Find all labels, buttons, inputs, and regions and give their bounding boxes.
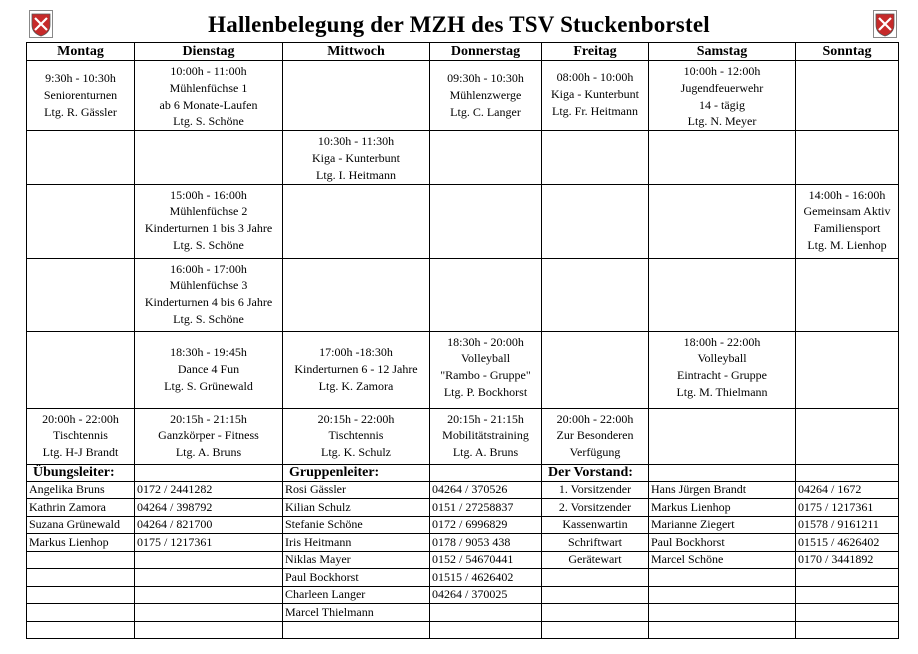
- schedule-cell: 09:30h - 10:30h Mühlenzwerge Ltg. C. Langer: [430, 61, 542, 131]
- ubungsleiter-name: Suzana Grünewald: [27, 516, 135, 534]
- schedule-row: [27, 408, 899, 464]
- contacts-cell-empty: [27, 569, 135, 587]
- contacts-cell-empty: [796, 604, 899, 622]
- vorstand-phone: 0175 / 1217361: [796, 499, 899, 517]
- contacts-cell-empty: [135, 586, 283, 604]
- schedule-cell-empty: [283, 61, 430, 131]
- gruppenleiter-name: Niklas Mayer: [283, 551, 430, 569]
- contacts-cell-empty: [649, 621, 796, 639]
- schedule-cell-empty: [283, 184, 430, 258]
- day-header-donnerstag: Donnerstag: [430, 43, 542, 61]
- vorstand-heading: Der Vorstand:: [542, 464, 649, 481]
- gruppenleiter-name: Kilian Schulz: [283, 499, 430, 517]
- contact-row: [27, 621, 899, 639]
- schedule-cell-empty: [430, 258, 542, 331]
- ubungsleiter-name: Markus Lienhop: [27, 534, 135, 552]
- schedule-row: [27, 61, 899, 131]
- schedule-cell: 08:00h - 10:00h Kiga - Kunterbunt Ltg. Fr. Heitmann: [542, 61, 649, 131]
- vorstand-phone: 0170 / 3441892: [796, 551, 899, 569]
- schedule-cell-empty: [430, 184, 542, 258]
- contacts-cell-empty: [542, 604, 649, 622]
- contact-row: [27, 481, 899, 499]
- schedule-cell-empty: [649, 184, 796, 258]
- schedule-table: [26, 42, 899, 639]
- vorstand-name: Marianne Ziegert: [649, 516, 796, 534]
- schedule-cell: 10:30h - 11:30h Kiga - Kunterbunt Ltg. I. Heitmann: [283, 131, 430, 184]
- schedule-cell: 18:30h - 20:00h Volleyball "Rambo - Gruppe" Ltg. P. Bockhorst: [430, 331, 542, 408]
- vorstand-phone: 01515 / 4626402: [796, 534, 899, 552]
- vorstand-name: Marcel Schöne: [649, 551, 796, 569]
- schedule-row: [27, 331, 899, 408]
- day-header-mittwoch: Mittwoch: [283, 43, 430, 61]
- gruppenleiter-phone: 04264 / 370025: [430, 586, 542, 604]
- schedule-cell: 10:00h - 11:00h Mühlenfüchse 1 ab 6 Monate-Laufen Ltg. S. Schöne: [135, 61, 283, 131]
- contacts-cell-empty: [27, 586, 135, 604]
- contacts-cell-empty: [135, 551, 283, 569]
- contact-row: [27, 516, 899, 534]
- schedule-cell: 14:00h - 16:00h Gemeinsam Aktiv Familiensport Ltg. M. Lienhop: [796, 184, 899, 258]
- schedule-cell-empty: [542, 331, 649, 408]
- schedule-cell-empty: [27, 258, 135, 331]
- schedule-cell: 18:30h - 19:45h Dance 4 Fun Ltg. S. Grünewald: [135, 331, 283, 408]
- vorstand-name: Markus Lienhop: [649, 499, 796, 517]
- contacts-cell-empty: [135, 464, 283, 481]
- ubungsleiter-heading: Übungsleiter:: [27, 464, 135, 481]
- contacts-cell-empty: [649, 464, 796, 481]
- contacts-cell-empty: [542, 621, 649, 639]
- gruppenleiter-name: Iris Heitmann: [283, 534, 430, 552]
- schedule-cell-empty: [27, 131, 135, 184]
- contact-row: [27, 586, 899, 604]
- schedule-cell: 20:00h - 22:00h Tischtennis Ltg. H-J Brandt: [27, 408, 135, 464]
- vorstand-phone: 01578 / 9161211: [796, 516, 899, 534]
- day-header-samstag: Samstag: [649, 43, 796, 61]
- schedule-cell-empty: [135, 131, 283, 184]
- gruppenleiter-name: Stefanie Schöne: [283, 516, 430, 534]
- schedule-cell-empty: [796, 331, 899, 408]
- schedule-cell-empty: [649, 131, 796, 184]
- ubungsleiter-name: Kathrin Zamora: [27, 499, 135, 517]
- vorstand-role: Schriftwart: [542, 534, 649, 552]
- vorstand-role: Kassenwartin: [542, 516, 649, 534]
- vorstand-role: 2. Vorsitzender: [542, 499, 649, 517]
- contacts-cell-empty: [135, 604, 283, 622]
- day-header-dienstag: Dienstag: [135, 43, 283, 61]
- contacts-cell-empty: [649, 604, 796, 622]
- day-header-montag: Montag: [27, 43, 135, 61]
- contact-row: [27, 604, 899, 622]
- contacts-cell-empty: [542, 569, 649, 587]
- schedule-cell-empty: [796, 258, 899, 331]
- vorstand-role: Gerätewart: [542, 551, 649, 569]
- contacts-cell-empty: [27, 551, 135, 569]
- schedule-cell-empty: [542, 258, 649, 331]
- vorstand-role: 1. Vorsitzender: [542, 481, 649, 499]
- schedule-cell: 20:15h - 21:15h Mobilitätstraining Ltg. A. Bruns: [430, 408, 542, 464]
- gruppenleiter-phone: 04264 / 370526: [430, 481, 542, 499]
- schedule-cell-empty: [796, 61, 899, 131]
- contacts-cell-empty: [796, 569, 899, 587]
- contacts-cell-empty: [27, 621, 135, 639]
- contact-row: [27, 569, 899, 587]
- day-header-sonntag: Sonntag: [796, 43, 899, 61]
- contacts-cell-empty: [135, 569, 283, 587]
- day-header-freitag: Freitag: [542, 43, 649, 61]
- schedule-cell: 15:00h - 16:00h Mühlenfüchse 2 Kinderturnen 1 bis 3 Jahre Ltg. S. Schöne: [135, 184, 283, 258]
- gruppenleiter-name: Marcel Thielmann: [283, 604, 430, 622]
- schedule-cell-empty: [27, 331, 135, 408]
- contacts-cell-empty: [27, 604, 135, 622]
- gruppenleiter-name: Charleen Langer: [283, 586, 430, 604]
- contact-row: [27, 534, 899, 552]
- gruppenleiter-phone: 01515 / 4626402: [430, 569, 542, 587]
- ubungsleiter-phone: 0175 / 1217361: [135, 534, 283, 552]
- contacts-cell-empty: [135, 621, 283, 639]
- contacts-cell-empty: [796, 464, 899, 481]
- schedule-cell: 20:15h - 22:00h Tischtennis Ltg. K. Schulz: [283, 408, 430, 464]
- gruppenleiter-phone: 0152 / 54670441: [430, 551, 542, 569]
- gruppenleiter-phone: 0172 / 6996829: [430, 516, 542, 534]
- schedule-cell-empty: [649, 408, 796, 464]
- gruppenleiter-phone: 0151 / 27258837: [430, 499, 542, 517]
- contacts-cell-empty: [796, 621, 899, 639]
- contacts-cell-empty: [649, 586, 796, 604]
- contacts-header-row: [27, 464, 899, 481]
- schedule-cell: 17:00h -18:30h Kinderturnen 6 - 12 Jahre Ltg. K. Zamora: [283, 331, 430, 408]
- schedule-cell-empty: [430, 131, 542, 184]
- gruppenleiter-name: Paul Bockhorst: [283, 569, 430, 587]
- page-title: Hallenbelegung der MZH des TSV Stuckenborstel: [208, 12, 710, 37]
- schedule-cell-empty: [542, 184, 649, 258]
- contacts-cell-empty: [649, 569, 796, 587]
- gruppenleiter-heading: Gruppenleiter:: [283, 464, 430, 481]
- schedule-cell: 18:00h - 22:00h Volleyball Eintracht - Gruppe Ltg. M. Thielmann: [649, 331, 796, 408]
- schedule-cell: 16:00h - 17:00h Mühlenfüchse 3 Kinderturnen 4 bis 6 Jahre Ltg. S. Schöne: [135, 258, 283, 331]
- schedule-cell-empty: [27, 184, 135, 258]
- schedule-cell: 9:30h - 10:30h Seniorenturnen Ltg. R. Gässler: [27, 61, 135, 131]
- gruppenleiter-phone: [430, 604, 542, 622]
- ubungsleiter-phone: 04264 / 398792: [135, 499, 283, 517]
- contacts-cell-empty: [796, 586, 899, 604]
- schedule-cell-empty: [796, 408, 899, 464]
- schedule-cell-empty: [649, 258, 796, 331]
- ubungsleiter-phone: 04264 / 821700: [135, 516, 283, 534]
- ubungsleiter-phone: 0172 / 2441282: [135, 481, 283, 499]
- schedule-cell: 10:00h - 12:00h Jugendfeuerwehr 14 - tägig Ltg. N. Meyer: [649, 61, 796, 131]
- ubungsleiter-name: Angelika Bruns: [27, 481, 135, 499]
- schedule-cell-empty: [283, 258, 430, 331]
- schedule-cell-empty: [796, 131, 899, 184]
- vorstand-name: Hans Jürgen Brandt: [649, 481, 796, 499]
- gruppenleiter-phone: 0178 / 9053 438: [430, 534, 542, 552]
- vorstand-phone: 04264 / 1672: [796, 481, 899, 499]
- contacts-cell-empty: [283, 621, 430, 639]
- gruppenleiter-name: Rosi Gässler: [283, 481, 430, 499]
- contact-row: [27, 551, 899, 569]
- day-header-row: [27, 43, 899, 61]
- schedule-cell: 20:00h - 22:00h Zur Besonderen Verfügung: [542, 408, 649, 464]
- contact-row: [27, 499, 899, 517]
- schedule-row: [27, 131, 899, 184]
- contacts-cell-empty: [430, 464, 542, 481]
- schedule-row: [27, 184, 899, 258]
- schedule-cell-empty: [542, 131, 649, 184]
- schedule-cell: 20:15h - 21:15h Ganzkörper - Fitness Ltg. A. Bruns: [135, 408, 283, 464]
- schedule-row: [27, 258, 899, 331]
- vorstand-name: Paul Bockhorst: [649, 534, 796, 552]
- contacts-cell-empty: [542, 586, 649, 604]
- contacts-cell-empty: [430, 621, 542, 639]
